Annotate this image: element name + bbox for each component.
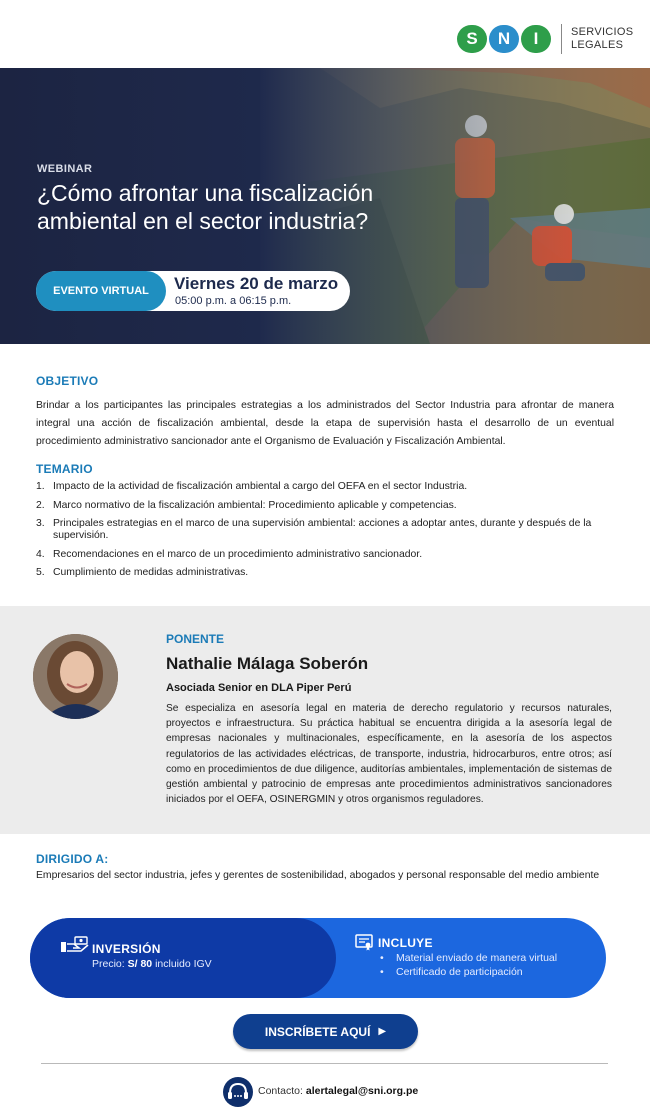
temario-item	[36, 518, 614, 542]
event-date: Viernes 20 de marzo	[174, 274, 339, 293]
ponente-name: Nathalie Málaga Soberón	[166, 654, 369, 673]
incluye-item	[380, 952, 557, 966]
inversion-title: INVERSIÓN	[92, 942, 161, 956]
temario-item-text: Marco normativo de la fiscalización ambiental: Procedimiento aplicable y competencias.	[53, 499, 457, 511]
temario-item	[36, 481, 614, 493]
logo-text-line2: LEGALES	[571, 39, 624, 51]
incluye-title: INCLUYE	[378, 936, 433, 950]
temario-item-text: Principales estrategias en el marco de una supervisión ambiental: acciones a adoptar antes, durante y después de la supervisión.	[53, 518, 592, 541]
contact-line	[258, 1085, 418, 1097]
event-badge: EVENTO VIRTUAL	[36, 271, 166, 311]
logo-mark	[457, 25, 551, 53]
temario-item-number: 1.	[36, 481, 45, 492]
incluye-list	[380, 952, 557, 979]
temario-list	[36, 481, 614, 586]
headset-icon	[222, 1076, 254, 1108]
ponente-section	[0, 606, 650, 834]
objetivo-title: OBJETIVO	[36, 374, 99, 388]
logo-text-line1: SERVICIOS	[571, 26, 634, 38]
temario-item-number: 2.	[36, 499, 45, 511]
header	[0, 0, 650, 68]
temario-item	[36, 500, 614, 512]
temario-item	[36, 567, 614, 579]
play-arrow-icon: ▶	[378, 1026, 387, 1037]
temario-item-text: Recomendaciones en el marco de un procedimiento administrativo sancionador.	[53, 548, 423, 560]
contact-label: Contacto:	[258, 1085, 303, 1097]
dirigido-text: Empresarios del sector industria, jefes y gerentes de sostenibilidad, abogados y personal responsable del medio ambiente	[36, 870, 600, 881]
inscribete-button[interactable]	[233, 1014, 418, 1049]
footer-divider	[41, 1063, 608, 1064]
temario-item	[36, 549, 614, 561]
temario-item-number: 5.	[36, 567, 45, 578]
event-pill	[36, 271, 350, 311]
ponente-photo	[33, 634, 118, 719]
inversion-price-line	[92, 958, 212, 970]
price-prefix: Precio:	[92, 958, 125, 970]
logo-letter-s: S	[457, 25, 487, 53]
certificate-icon	[355, 934, 373, 951]
ponente-role: Asociada Senior en DLA Piper Perú	[166, 682, 352, 694]
money-hand-icon	[61, 936, 89, 954]
logo-divider	[561, 24, 562, 54]
ponente-bio: Se especializa en asesoría legal en materia de derecho regulatorio y recursos naturales, proyectos e infraestructura. Su práctica habitual se encuentra dirigida a la asesoría legal de empresas nacionales y multinacionales, específicamente, en la asesoría de los aspectos regulatorios de las actividades eléctricas, de transporte, industria, hidrocarburos, entre otros; así como en procedimientos de due diligence, auditorías ambientales, implementación de sistemas de gestión ambiental y patrocinio de empresas ante procedimientos administrativos sancionadores iniciados por el OEFA, OSINERGMIN y otros organismos reguladores.	[166, 703, 612, 806]
ponente-label: PONENTE	[166, 632, 225, 646]
webinar-eyebrow: WEBINAR	[37, 163, 93, 175]
temario-title: TEMARIO	[36, 462, 93, 476]
inscribete-button-label: INSCRÍBETE AQUÍ	[264, 1024, 371, 1039]
event-time: 05:00 p.m. a 06:15 p.m.	[175, 295, 292, 307]
hero-title: ¿Cómo afrontar una fiscalización ambiental en el sector industria?	[37, 180, 374, 234]
logo-letter-i: I	[521, 25, 551, 53]
temario-item-number: 3.	[36, 518, 45, 529]
temario-item-text: Impacto de la actividad de fiscalización ambiental a cargo del OEFA en el sector Industria.	[53, 481, 468, 492]
objetivo-text: Brindar a los participantes las principales estrategias a los administrados del Sector Industria para afrontar de manera integral una acción de fiscalización ambiental, desde la etapa de supervisión hasta el desarrollo de un eventual procedimiento administrativo sancionador ante el Organismo de Evaluación y Fiscalización Ambiental.	[36, 400, 614, 447]
temario-item-number: 4.	[36, 548, 45, 560]
incluye-item-text: Certificado de participación	[396, 965, 523, 978]
price-value: S/ 80	[127, 958, 153, 970]
sni-logo[interactable]	[457, 24, 633, 54]
logo-text	[571, 26, 633, 52]
bullet-icon: •	[380, 965, 384, 978]
incluye-item	[380, 966, 557, 980]
logo-letter-n: N	[489, 25, 519, 53]
ponente-avatar	[33, 634, 118, 719]
temario-item-text: Cumplimiento de medidas administrativas.	[53, 567, 249, 578]
bullet-icon: •	[380, 952, 384, 964]
dirigido-title: DIRIGIDO A:	[36, 852, 109, 866]
incluye-item-text: Material enviado de manera virtual	[396, 952, 558, 964]
hero-banner	[0, 68, 650, 344]
contact-email-link[interactable]: alertalegal@sni.org.pe	[305, 1085, 419, 1097]
price-suffix: incluido IGV	[155, 958, 212, 970]
